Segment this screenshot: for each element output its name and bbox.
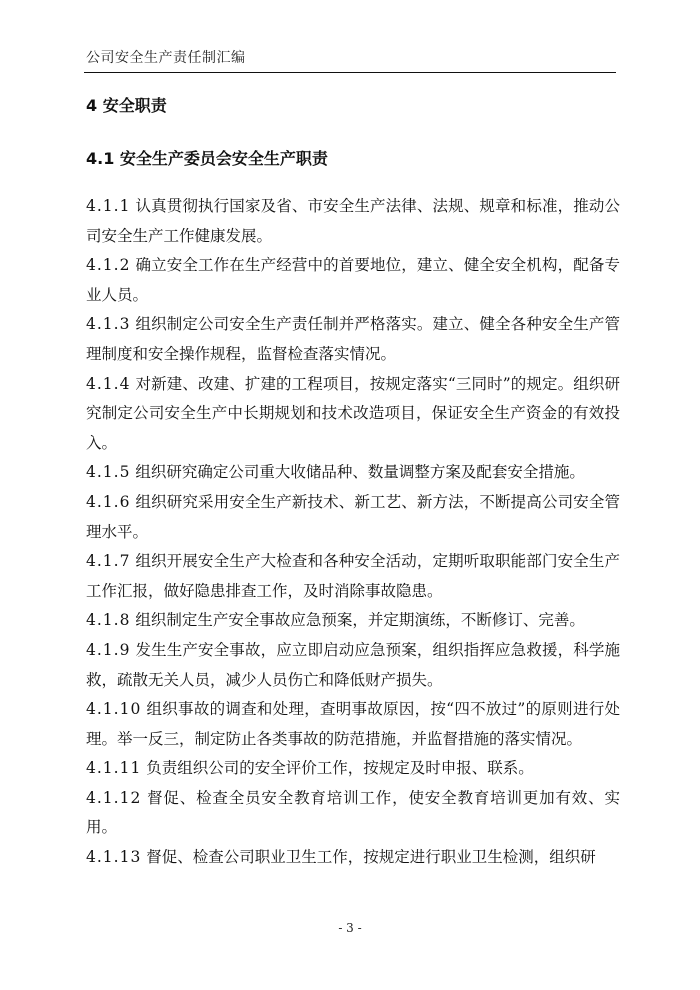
clause-item <box>86 458 620 488</box>
clause-text: 组织研究确定公司重大收储品种、数量调整方案及配套安全措施。 <box>135 463 585 482</box>
clause-item <box>86 784 620 843</box>
clause-text: 发生生产安全事故，应立即启动应急预案，组织指挥应急救援，科学施救，疏散无关人员，减少人员伤亡和降低财产损失。 <box>86 640 620 689</box>
clause-item <box>86 251 620 310</box>
clause-number: 4.1.11 <box>86 759 142 778</box>
clause-text: 负责组织公司的安全评价工作，按规定及时申报、联系。 <box>146 759 534 778</box>
clause-number: 4.1.7 <box>86 552 131 571</box>
clause-number: 4.1.5 <box>86 463 131 482</box>
clause-text: 组织开展安全生产大检查和各种安全活动，定期听取职能部门安全生产工作汇报，做好隐患排查工作，及时消除事故隐患。 <box>86 552 620 600</box>
clause-text: 组织事故的调查和处理，查明事故原因，按“四不放过”的原则进行处理。举一反三，制定防止各类事故的防范措施，并监督措施的落实情况。 <box>86 700 620 748</box>
clause-number: 4.1.12 <box>86 788 142 807</box>
clause-number: 4.1.4 <box>86 374 131 393</box>
clause-number: 4.1.6 <box>86 492 131 511</box>
clause-text: 组织研究采用安全生产新技术、新工艺、新方法，不断提高公司安全管理水平。 <box>86 492 620 541</box>
clause-text: 组织制定生产安全事故应急预案，并定期演练，不断修订、完善。 <box>135 611 585 630</box>
clause-text: 督促、检查全员安全教育培训工作，使安全教育培训更加有效、实用。 <box>86 788 620 837</box>
clause-number: 4.1.8 <box>86 611 131 630</box>
clause-item <box>86 488 620 547</box>
header-divider <box>84 72 616 73</box>
page-header-title: 公司安全生产责任制汇编 <box>86 50 246 66</box>
clause-item <box>86 606 620 636</box>
clause-item <box>86 370 620 459</box>
clause-item <box>86 547 620 606</box>
clause-number: 4.1.2 <box>86 256 131 275</box>
clause-number: 4.1.3 <box>86 315 131 334</box>
clause-text: 认真贯彻执行国家及省、市安全生产法律、法规、规章和标准，推动公司安全生产工作健康发展。 <box>86 197 620 245</box>
clause-item <box>86 754 620 784</box>
clause-text: 组织制定公司安全生产责任制并严格落实。建立、健全各种安全生产管理制度和安全操作规程，监督检查落实情况。 <box>86 315 620 363</box>
clause-number: 4.1.13 <box>86 848 142 867</box>
clause-item <box>86 310 620 369</box>
page-number: - 3 - <box>338 921 362 935</box>
clause-list <box>86 192 620 873</box>
clause-item <box>86 695 620 754</box>
subsection-title: 4.1 安全生产委员会安全生产职责 <box>86 149 328 168</box>
clause-number: 4.1.1 <box>86 197 131 215</box>
clause-item <box>86 192 620 251</box>
clause-number: 4.1.9 <box>86 640 131 659</box>
clause-text: 督促、检查公司职业卫生工作，按规定进行职业卫生检测，组织研 <box>146 848 596 867</box>
clause-number: 4.1.10 <box>86 700 142 719</box>
clause-item <box>86 636 620 695</box>
section-title: 4 安全职责 <box>86 96 167 115</box>
clause-text: 对新建、改建、扩建的工程项目，按规定落实“三同时”的规定。组织研究制定公司安全生产中长期规划和技术改造项目，保证安全生产资金的有效投入。 <box>86 374 620 452</box>
clause-item <box>86 843 620 873</box>
clause-text: 确立安全工作在生产经营中的首要地位，建立、健全安全机构，配备专业人员。 <box>86 256 620 304</box>
